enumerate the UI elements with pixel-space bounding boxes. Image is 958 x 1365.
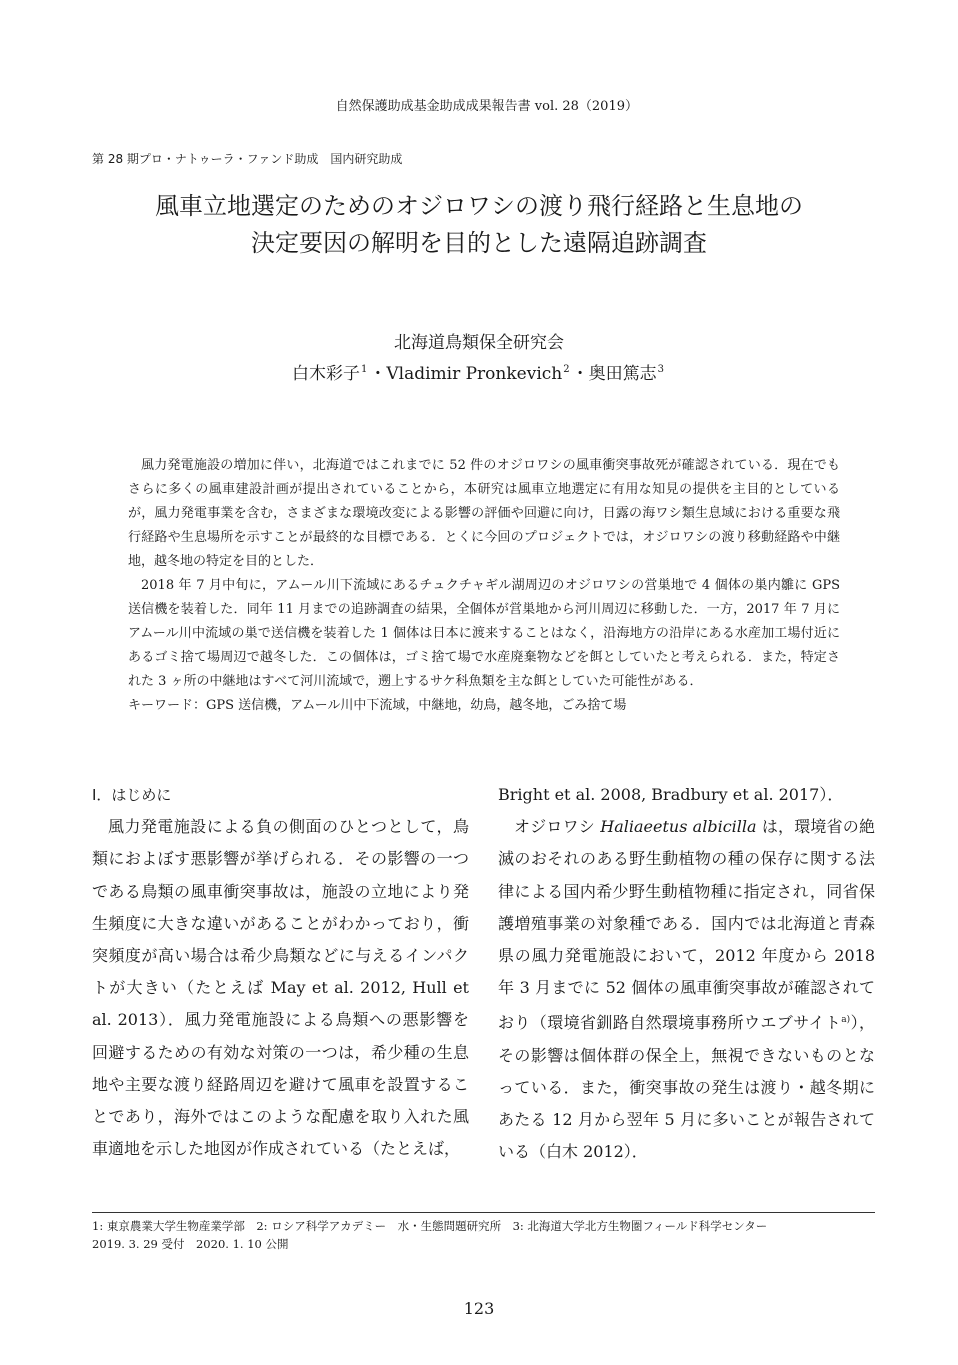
affiliation-mark: 3 xyxy=(657,364,664,375)
author-list xyxy=(0,359,958,384)
section-heading: Ⅰ．はじめに xyxy=(92,786,172,804)
title-line-1: 風車立地選定のためのオジロワシの渡り飛行経路と生息地の xyxy=(155,192,803,220)
footnotes xyxy=(92,1217,875,1253)
body-column-left xyxy=(92,779,469,1165)
journal-header: 自然保護助成基金助成成果報告書 vol. 28（2019） xyxy=(335,99,638,114)
author-name: Vladimir Pronkevich xyxy=(386,364,563,384)
paper-title xyxy=(0,188,958,262)
keywords: キーワード：GPS 送信機，アムール川中下流域，中継地，幼鳥，越冬地，ごみ捨て場 xyxy=(128,698,627,713)
author-separator: ・ xyxy=(571,364,589,384)
affiliation-mark: 1 xyxy=(360,364,368,375)
body-paragraph: 風力発電施設による負の側面のひとつとして，鳥類におよぼす悪影響が挙げられる．その影響の一つである鳥類の風車衝突事故は，施設の立地により発生頻度に大きな違いがあることがわかっており，衝突頻度が高い場合は希少鳥類などに与えるインパクトが大きい（たとえば May et al. 2012, Hull et al. 2013）．風力発電施設による鳥類への悪影響を回避するための有効な対策の一つは，希少種の生息地や主要な渡り経路周辺を避けて風車を設置することであり，海外ではこのような配慮を取り入れた風車適地を示した地図が作成されている（たとえば， xyxy=(92,817,469,1159)
body-paragraph-continued: Bright et al. 2008, Bradbury et al. 2017）． xyxy=(498,785,844,804)
author-name: 白木彩子 xyxy=(291,364,360,384)
title-line-2: 決定要因の解明を目的とした遠隔追跡調査 xyxy=(251,229,707,257)
footnote-divider xyxy=(92,1212,875,1213)
author-name: 奥田篤志 xyxy=(588,364,657,384)
dates-note: 2019. 3. 29 受付 2020. 1. 10 公開 xyxy=(92,1237,289,1251)
abstract xyxy=(128,454,840,718)
organization: 北海道鳥類保全研究会 xyxy=(394,333,564,353)
author-separator: ・ xyxy=(369,364,387,384)
body-paragraph: オジロワシ Haliaeetus albicilla は，環境省の絶滅のおそれのある野生動植物の種の保存に関する法律による国内希少野生動植物種に指定され，同省保護増殖事業の対象種である．国内では北海道と青森県の風力発電施設において，2012 年度から 2018 年 3 月までに 52 個体の風車衝突事故が確認されており（環境省釧路自然環境事務所ウエブサイト$^{a)}$），その影響は個体群の保全上，無視できないものとなっている．また，衝突事故の発生は渡り・越冬期にあたる 12 月から翌年 5 月に多いことが報告されている（白木 2012）． xyxy=(498,817,875,1162)
abstract-paragraph: 風力発電施設の増加に伴い，北海道ではこれまでに 52 件のオジロワシの風車衝突事故死が確認されている．現在でもさらに多くの風車建設計画が提出されていることから，本研究は風車立地選定に有用な知見の提供を主目的としているが，風力発電事業を含む，さまざまな環境改変による影響の評価や回避に向け，日露の海ワシ類生息域における重要な飛行経路や生息場所を示すことが最終的な目標である．とくに今回のプロジェクトでは，オジロワシの渡り移動経路や中継地，越冬地の特定を目的とした． xyxy=(128,458,840,569)
abstract-paragraph: 2018 年 7 月中旬に，アムール川下流域にあるチュクチャギル湖周辺のオジロワシの営巣地で 4 個体の巣内雛に GPS 送信機を装着した．同年 11 月までの追跡調査の結果，全個体が営巣地から河川周辺に移動した．一方，2017 年 7 月にアムール川中流域の巣で送信機を装着した 1 個体は日本に渡来することはなく，沿海地方の沿岸にある水産加工場付近にあるゴミ捨て場周辺で越冬した．この個体は，ゴミ捨て場で水産廃棄物などを餌としていたと考えられる．また，特定された 3 ヶ所の中継地はすべて河川流域で，遡上するサケ科魚類を主な餌としていた可能性がある． xyxy=(128,578,840,689)
species-name: Haliaeetus albicilla xyxy=(600,817,757,837)
body-column-right xyxy=(498,779,875,1168)
grant-label: 第 28 期プロ・ナトゥーラ・ファンド助成 国内研究助成 xyxy=(92,152,403,166)
page-number: 123 xyxy=(463,1299,495,1318)
affiliation-mark: 2 xyxy=(563,364,570,375)
reference-mark: a) xyxy=(841,1015,851,1026)
affiliations-note: 1: 東京農業大学生物産業学部 2: ロシア科学アカデミー 水・生態問題研究所 3: 北海道大学北方生物圏フィールド科学センター xyxy=(92,1219,768,1233)
